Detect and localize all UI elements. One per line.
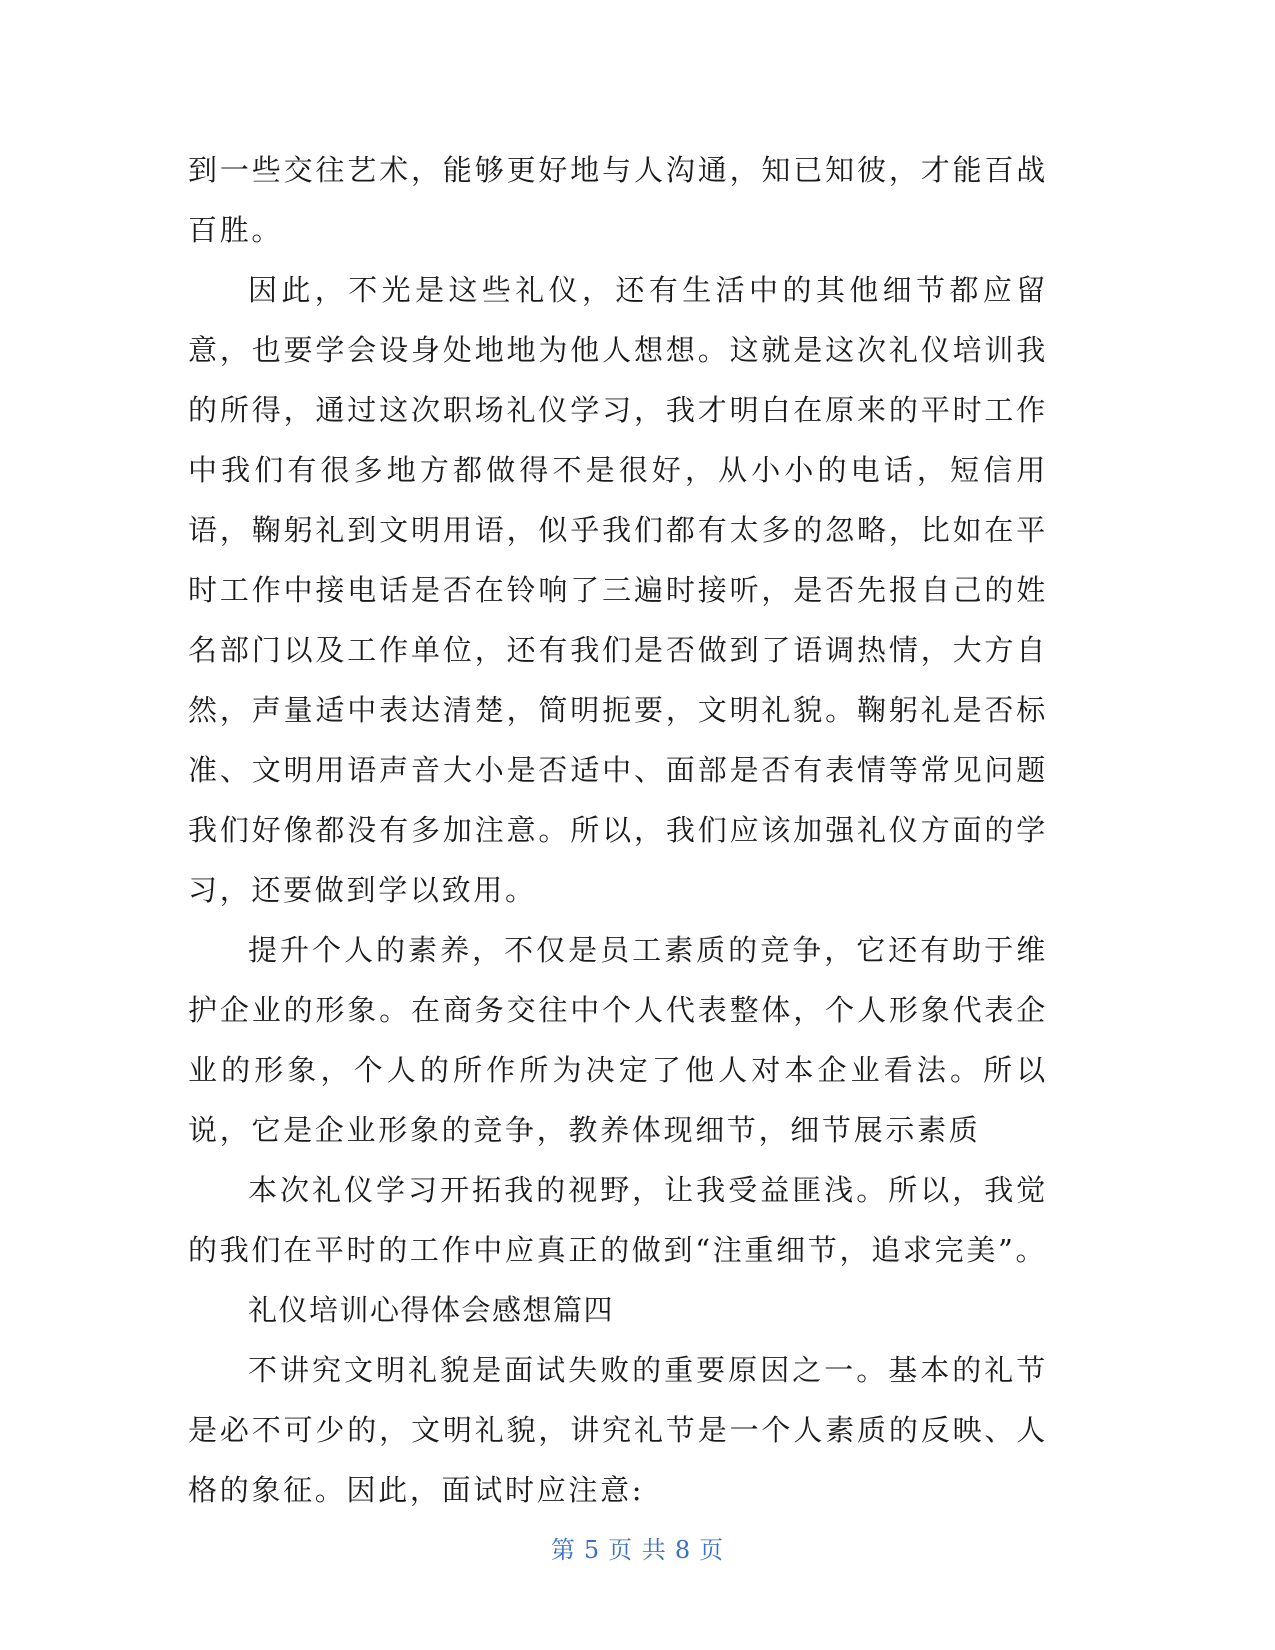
paragraph-3: 提升个人的素养，不仅是员工素质的竞争，它还有助于维护企业的形象。在商务交往中个人代表整体，个人形象代表企业的形象，个人的所作所为决定了他人对本企业看法。所以说，它是企业形象的竞争，教养体现细节，细节展示素质	[188, 933, 1048, 1147]
paragraph-1: 到一些交往艺术，能够更好地与人沟通，知已知彼，才能百战百胜。	[188, 153, 1048, 247]
paragraph-2: 因此，不光是这些礼仪，还有生活中的其他细节都应留意，也要学会设身处地地为他人想想。这就是这次礼仪培训我的所得，通过这次职场礼仪学习，我才明白在原来的平时工作中我们有很多地方都做得不是很好，从小小的电话，短信用语，鞠躬礼到文明用语，似乎我们都有太多的忽略，比如在平时工作中接电话是否在铃响了三遍时接听，是否先报自己的姓名部门以及工作单位，还有我们是否做到了语调热情，大方自然，声量适中表达清楚，简明扼要，文明礼貌。鞠躬礼是否标准、文明用语声音大小是否适中、面部是否有表情等常见问题我们好像都没有多加注意。所以，我们应该加强礼仪方面的学习，还要做到学以致用。	[188, 273, 1048, 907]
section-heading: 礼仪培训心得体会感想篇四	[248, 1293, 615, 1327]
footer-prefix: 第	[550, 1536, 576, 1564]
paragraph-5: 不讲究文明礼貌是面试失败的重要原因之一。基本的礼节是必不可少的，文明礼貌，讲究礼节是一个人素质的反映、人格的象征。因此，面试时应注意:	[188, 1353, 1048, 1507]
footer-total-pages: 8	[674, 1536, 692, 1564]
paragraph-4: 本次礼仪学习开拓我的视野，让我受益匪浅。所以，我觉的我们在平时的工作中应真正的做到“注重细节，追求完美”。	[188, 1173, 1048, 1267]
footer-current-page: 5	[583, 1536, 601, 1564]
page-footer	[0, 1530, 1275, 1565]
footer-middle: 页 共	[608, 1536, 667, 1564]
footer-suffix: 页	[699, 1536, 725, 1564]
document-body	[188, 140, 1048, 1520]
